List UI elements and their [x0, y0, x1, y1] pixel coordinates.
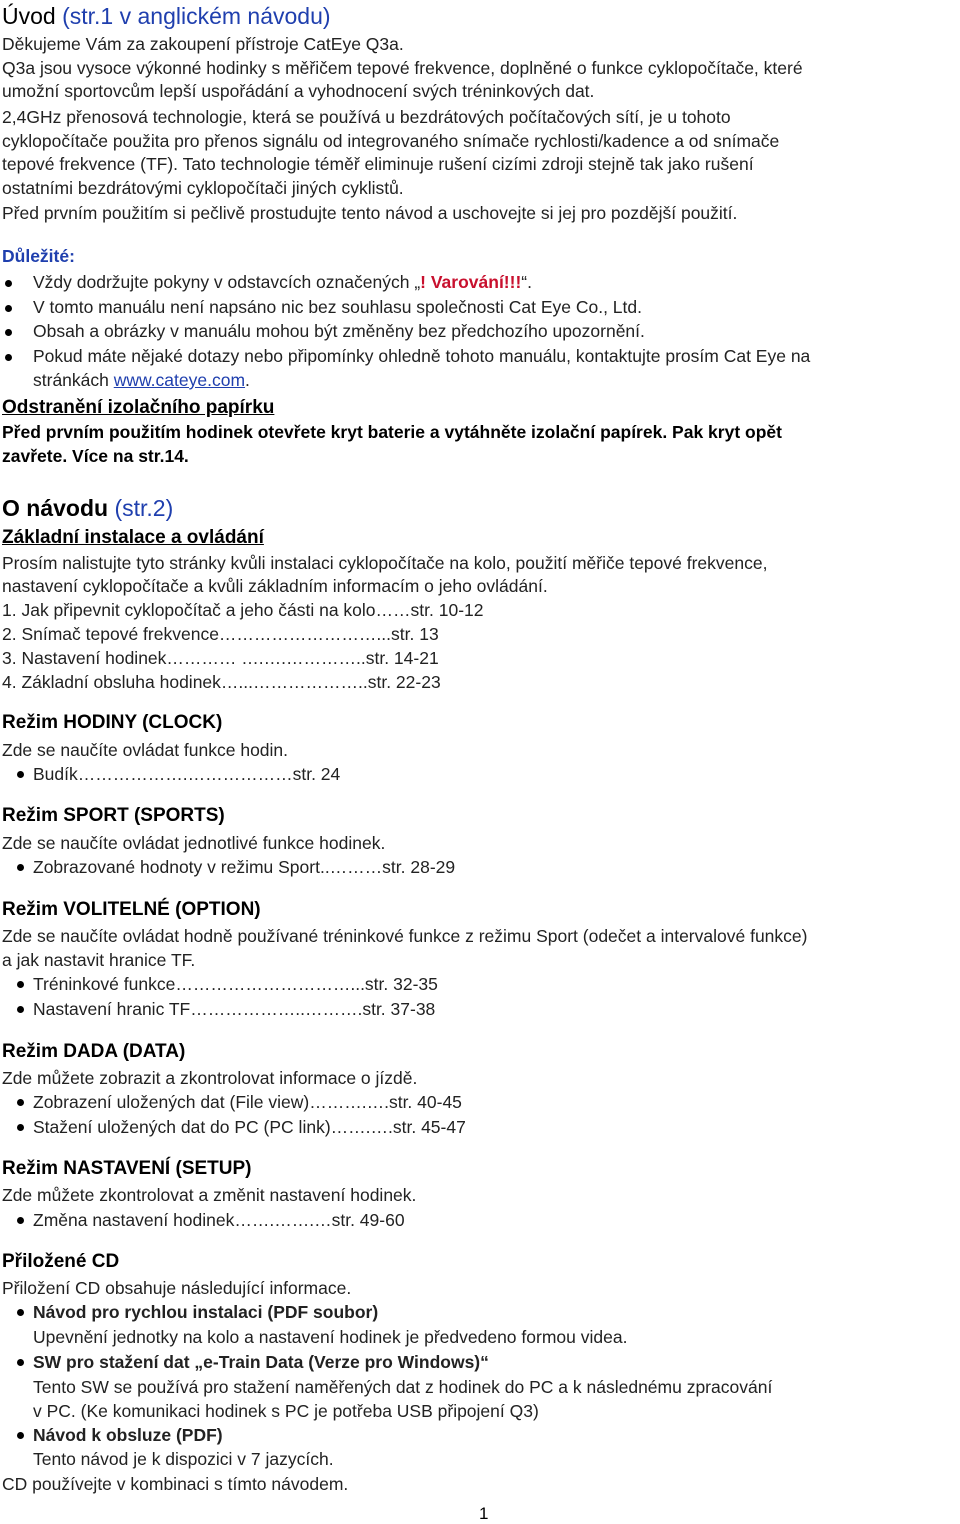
bullet-dot [17, 1359, 24, 1366]
important-item-2: V tomto manuálu není napsáno nic bez souhlasu společnosti Cat Eye Co., Ltd. [33, 297, 642, 317]
intro-title-ref: (str.1 v anglickém návodu) [62, 3, 331, 29]
cd-item-title: Návod k obsluze (PDF) [33, 1425, 223, 1445]
mode-clock-heading: Režim HODINY (CLOCK) [2, 712, 223, 733]
toc-item: 2. Snímač tepové frekvence………………………...str. 13 [2, 624, 439, 644]
important-item-4-b: stránkách [33, 370, 114, 390]
about-title-ref: (str.2) [114, 495, 174, 521]
intro-tech-line-3b: Tato technologie téměř eliminuje rušení cizími zdroji stejně tak jako rušení [178, 154, 754, 174]
bullet-dot [17, 981, 24, 988]
cd-footer: CD používejte v kombinaci s tímto návodem. [2, 1474, 349, 1494]
mode-setup-heading: Režim NASTAVENÍ (SETUP) [2, 1158, 252, 1179]
intro-desc-line-2: umožní sportovcům lepší uspořádání a vyhodnocení svých tréninkových dat. [2, 81, 595, 101]
basic-line-1: Prosím nalistujte tyto stránky kvůli instalaci cyklopočítače na kolo, použití měřiče tepové frekvence, [2, 553, 768, 573]
about-title [2, 494, 173, 522]
intro-tech-line-4: ostatními bezdrátovými cyklopočítači jiných cyklistů. [2, 178, 404, 198]
toc-item: 4. Základní obsluha hodinek…...………………..str. 22-23 [2, 672, 441, 692]
cd-item-line: Tento SW se používá pro stažení naměřených dat z hodinek do PC a k následnému zpracování [33, 1377, 773, 1397]
important-item-4-line-2 [33, 369, 250, 392]
mode-data-item: Zobrazení uložených dat (File view)……….….str. 40-45 [33, 1092, 462, 1112]
intro-tech-line-3 [2, 153, 754, 176]
page-number: 1 [479, 1504, 489, 1523]
intro-tech-line-1: 2,4GHz přenosová technologie, která se používá u bezdrátových počítačových sítí, je u tohoto [2, 107, 731, 127]
bullet-dot [17, 771, 24, 778]
bullet-dot [17, 1006, 24, 1013]
intro-tech-line-3a: tepové frekvence (TF). [2, 154, 179, 174]
bullet-dot [5, 280, 12, 287]
mode-setup-desc: Zde můžete zkontrolovat a změnit nastavení hodinek. [2, 1185, 417, 1205]
mode-option-item: Tréninkové funkce…………………………...str. 32-35 [33, 974, 438, 994]
bullet-dot [17, 1217, 24, 1224]
bullet-dot [5, 354, 12, 361]
about-title-main: O návodu [2, 495, 109, 521]
toc-item: 3. Nastavení hodinek………… ….….…………..str. 14-21 [2, 648, 439, 668]
mode-sports-heading: Režim SPORT (SPORTS) [2, 805, 225, 826]
mode-option-item: Nastavení hranic TF………………..……….str. 37-38 [33, 999, 436, 1019]
mode-option-heading: Režim VOLITELNÉ (OPTION) [2, 899, 261, 920]
cd-item-line: Upevnění jednotky na kolo a nastavení hodinek je předvedeno formou videa. [33, 1327, 628, 1347]
cd-heading: Přiložené CD [2, 1251, 120, 1272]
bullet-dot [17, 1309, 24, 1316]
cd-intro: Přiložení CD obsahuje následující informace. [2, 1278, 352, 1298]
insulation-heading: Odstranění izolačního papírku [2, 397, 275, 418]
mode-setup-item: Změna nastavení hodinek…….…….…str. 49-60 [33, 1210, 405, 1230]
bullet-dot [17, 1432, 24, 1439]
basic-heading: Základní instalace a ovládání [2, 527, 264, 548]
bullet-dot [5, 329, 12, 336]
basic-line-2: nastavení cyklopočítače a kvůli základním informacím o jeho ovládání. [2, 576, 548, 596]
important-item-1-warning: ! Varování!!! [420, 272, 522, 292]
important-item-4-c: . [245, 370, 250, 390]
intro-title-main: Úvod [2, 3, 56, 29]
toc-item: 1. Jak připevnit cyklopočítač a jeho části na kolo……str. 10-12 [2, 600, 484, 620]
cd-item-line: v PC. (Ke komunikaci hodinek s PC je potřeba USB připojení Q3) [33, 1401, 539, 1421]
mode-data-heading: Režim DADA (DATA) [2, 1041, 186, 1062]
bullet-dot [17, 1124, 24, 1131]
bullet-dot [17, 864, 24, 871]
intro-desc-line-1: Q3a jsou vysoce výkonné hodinky s měřičem tepové frekvence, doplněné o funkce cyklopočítače, které [2, 58, 803, 78]
insulation-text-line-2: zavřete. Více na str.14. [2, 446, 189, 466]
intro-title [2, 2, 331, 30]
important-item-1-a: Vždy dodržujte pokyny v odstavcích označených „ [33, 272, 421, 292]
important-heading: Důležité: [2, 246, 75, 266]
bullet-dot [5, 305, 12, 312]
mode-sports-item: Zobrazované hodnoty v režimu Sport..………str. 28-29 [33, 857, 456, 877]
important-item-4-line-1: Pokud máte nějaké dotazy nebo připomínky ohledně tohoto manuálu, kontaktujte prosím Cat Eye na [33, 346, 811, 366]
cd-item-title: Návod pro rychlou instalaci (PDF soubor) [33, 1302, 379, 1322]
mode-option-desc-line-2: a jak nastavit hranice TF. [2, 950, 196, 970]
intro-read-note: Před prvním použitím si pečlivě prostudujte tento návod a uschovejte si jej pro pozdější použití. [2, 203, 738, 223]
important-item-3: Obsah a obrázky v manuálu mohou být změněny bez předchozího upozornění. [33, 321, 645, 341]
mode-data-desc: Zde můžete zobrazit a zkontrolovat informace o jízdě. [2, 1068, 418, 1088]
bullet-dot [17, 1099, 24, 1106]
intro-thanks: Děkujeme Vám za zakoupení přístroje CatEye Q3a. [2, 34, 404, 54]
intro-tech-line-2: cyklopočítače použita pro přenos signálu od integrovaného snímače rychlosti/kadence a od snímače [2, 131, 780, 151]
important-item-1-c: “. [521, 272, 532, 292]
mode-option-desc-line-1: Zde se naučíte ovládat hodně používané tréninkové funkce z režimu Sport (odečet a intervalové funkce) [2, 926, 808, 946]
important-item-1 [33, 271, 532, 294]
mode-sports-desc: Zde se naučíte ovládat jednotlivé funkce hodinek. [2, 833, 386, 853]
mode-clock-item: Budík……………….………………str. 24 [33, 764, 341, 784]
cd-item-title: SW pro stažení dat „e-Train Data (Verze pro Windows)“ [33, 1352, 489, 1372]
cateye-website-link[interactable]: www.cateye.com [113, 370, 246, 390]
mode-data-item: Stažení uložených dat do PC (PC link)…….….str. 45-47 [33, 1117, 466, 1137]
insulation-text-line-1: Před prvním použitím hodinek otevřete kryt baterie a vytáhněte izolační papírek. Pak kryt opět [2, 422, 782, 442]
mode-clock-desc: Zde se naučíte ovládat funkce hodin. [2, 740, 289, 760]
cd-item-line: Tento návod je k dispozici v 7 jazycích. [33, 1449, 334, 1469]
